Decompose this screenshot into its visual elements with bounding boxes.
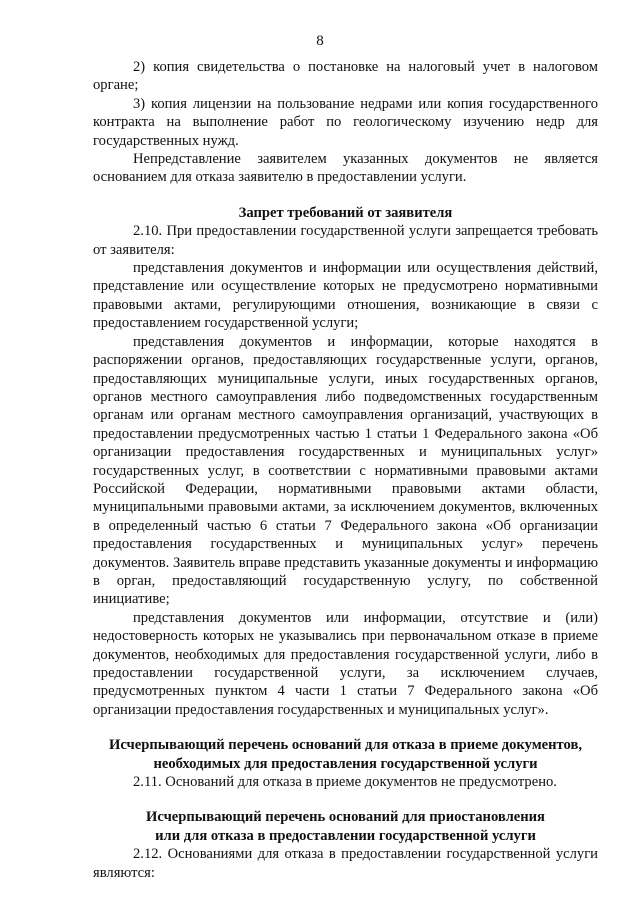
section-heading-suspension-line2: или для отказа в предоставлении государственной услуги xyxy=(155,827,536,844)
paragraph-2-11: 2.11. Оснований для отказа в приеме документов не предусмотрено. xyxy=(133,774,557,791)
page-number: 8 xyxy=(316,33,324,49)
section-heading-prohibition: Запрет требований от заявителя xyxy=(238,204,453,221)
paragraph-item-2: 2) копия свидетельства о постановке на налоговый учет в налоговом органе; xyxy=(93,59,598,94)
paragraph-2-10-c: представления документов или информации, отсутствие и (или) недостоверность которых не указывались при первоначальном отказе в приеме документов, необходимых для предоставления государственной услуги, либо в предоставлении государственной услуги, за исключением случаев, предусмотренных пунктом 4 части 1 статьи 7 Федерального закона «Об организации предоставления государственных и муниципальных услуг». xyxy=(93,609,598,718)
paragraph-2-12: 2.12. Основаниями для отказа в предоставлении государственной услуги являются: xyxy=(93,846,598,881)
document-body xyxy=(93,58,598,882)
paragraph-2-10-a: представления документов и информации или осуществления действий, представление или осуществление которых не предусмотрено нормативными правовыми актами, регулирующими отношения, возникающие в связи с предоставлением государственной услуги; xyxy=(93,260,598,332)
paragraph-item-3: 3) копия лицензии на пользование недрами или копия государственного контракта на выполнение работ по геологическому изучению недр для государственных нужд. xyxy=(93,95,598,149)
section-heading-refusal-acceptance-line2: необходимых для предоставления государственной услуги xyxy=(153,755,538,772)
paragraph-2-10: 2.10. При предоставлении государственной услуги запрещается требовать от заявителя: xyxy=(93,223,598,258)
paragraph-2-10-b: представления документов и информации, которые находятся в распоряжении органов, предоставляющих государственные услуги, органов, предоставляющих муниципальные услуги, иных государственных органов, органов местного самоуправления либо подведомственных государственным органам или органам местного самоуправления организаций, участвующих в предоставлении предусмотренных частью 1 статьи 1 Федерального закона «Об организации предоставления государственных и муниципальных услуг» государственных услуг, в соответствии с нормативными правовыми актами Российской Федерации, нормативными правовыми актами области, муниципальными правовыми актами, за исключением документов, включенных в определенный частью 6 статьи 7 Федерального закона «Об организации предоставления государственных и муниципальных услуг» перечень документов. Заявитель вправе представить указанные документы и информацию в орган, предоставляющий государственную услугу, по собственной инициативе; xyxy=(93,333,598,608)
section-heading-refusal-acceptance-line1: Исчерпывающий перечень оснований для отказа в приеме документов, xyxy=(109,737,582,754)
paragraph-non-submission: Непредставление заявителем указанных документов не является основанием для отказа заявителю в предоставлении услуги. xyxy=(93,151,598,186)
section-heading-suspension-line1: Исчерпывающий перечень оснований для приостановления xyxy=(146,809,545,826)
